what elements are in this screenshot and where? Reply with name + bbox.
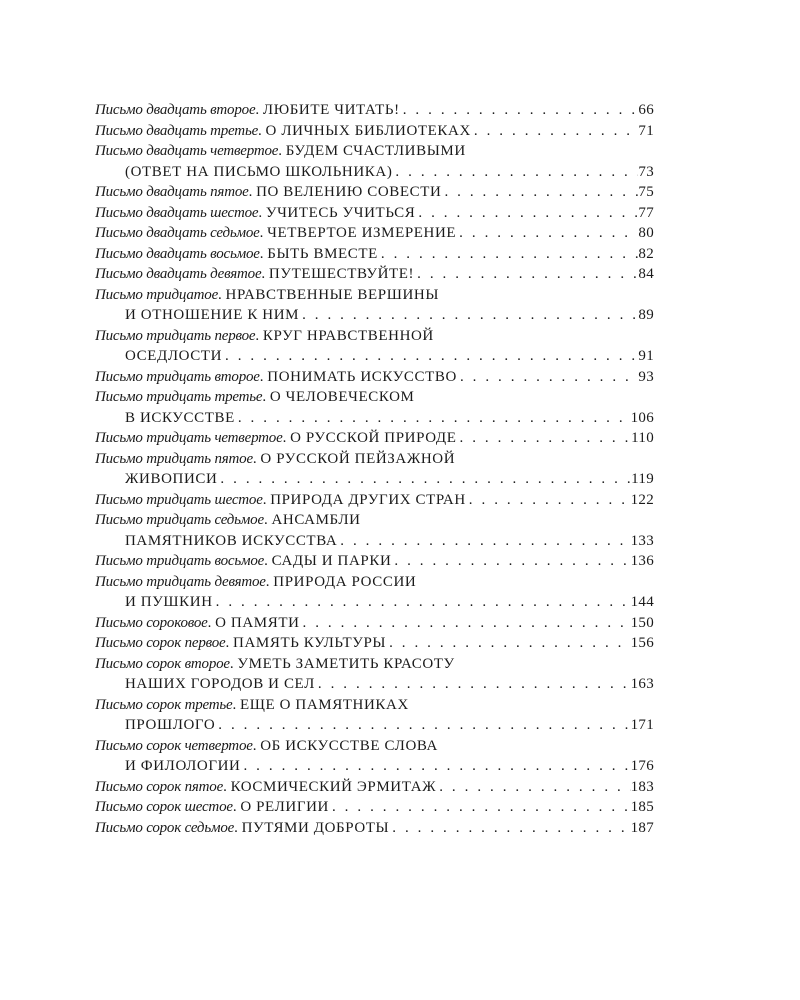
- toc-entry-label: Письмо сорок пятое. КОСМИЧЕСКИЙ ЭРМИТАЖ: [95, 778, 437, 795]
- letter-title: ПО ВЕЛЕНИЮ СОВЕСТИ: [256, 184, 442, 200]
- letter-title: НРАВСТВЕННЫЕ ВЕРШИНЫ: [225, 286, 440, 303]
- toc-entry-label: Письмо сороковое. О ПАМЯТИ: [95, 614, 300, 631]
- letter-number: Письмо тридцать третье: [95, 389, 263, 405]
- letter-title: НАШИХ ГОРОДОВ И СЕЛ: [125, 676, 315, 692]
- letter-title: В ИСКУССТВЕ: [125, 409, 235, 426]
- letter-title: И ПУШКИН: [125, 594, 213, 610]
- toc-entry-line: [95, 777, 654, 798]
- dot-leader: [436, 777, 630, 798]
- letter-title: ПАМЯТНИКОВ ИСКУССТВА: [125, 532, 338, 549]
- letter-title: ЕЩЕ О ПАМЯТНИКАХ: [240, 696, 409, 713]
- toc-entry-label: Письмо двадцать восьмое. БЫТЬ ВМЕСТЕ: [95, 245, 378, 262]
- letter-number: Письмо сорок третье: [95, 696, 233, 713]
- toc-entry-label: Письмо тридцать четвертое. О РУССКОЙ ПРИРОДЕ: [95, 430, 457, 446]
- page-number: 91: [638, 348, 654, 364]
- toc-entry-line: [95, 367, 654, 388]
- toc-entry[interactable]: [95, 777, 654, 798]
- toc-entry-line: [95, 285, 654, 306]
- letter-number: Письмо сороковое: [95, 614, 208, 631]
- page-number: 110: [631, 430, 654, 446]
- dot-leader: [299, 305, 638, 326]
- toc-entry-label: [125, 346, 222, 367]
- toc-entry-line: [95, 244, 654, 265]
- toc-entry-label: Письмо тридцать восьмое. САДЫ И ПАРКИ: [95, 553, 392, 569]
- letter-title: ПРОШЛОГО: [125, 717, 216, 733]
- dot-leader: [213, 592, 631, 613]
- toc-entry-label: Письмо сорок шестое. О РЕЛИГИИ: [95, 799, 329, 815]
- toc-entry-label: Письмо сорок седьмое. ПУТЯМИ ДОБРОТЫ: [95, 819, 390, 836]
- toc-entry-line: [95, 695, 654, 716]
- toc-entry[interactable]: [95, 285, 654, 326]
- toc-entry-line: [95, 736, 654, 757]
- page-number: 171: [630, 717, 654, 733]
- page-number: 77: [638, 204, 654, 221]
- letter-number: Письмо сорок второе: [95, 655, 230, 672]
- letter-number: Письмо тридцать второе: [95, 368, 260, 385]
- dot-leader: [386, 633, 631, 654]
- toc-entry-line: [95, 326, 654, 347]
- toc-entry-label: Письмо тридцать седьмое. АНСАМБЛИ: [95, 512, 361, 528]
- page-number: 122: [630, 491, 654, 508]
- letter-title: ПОНИМАТЬ ИСКУССТВО: [267, 368, 457, 385]
- page-number: 84: [638, 266, 654, 282]
- toc-entry-line: [95, 633, 654, 654]
- letter-title: БУДЕМ СЧАСТЛИВЫМИ: [285, 143, 466, 159]
- toc-entry-continuation: [95, 408, 654, 429]
- dot-leader: [300, 613, 631, 634]
- toc-entry-label: Письмо сорок первое. ПАМЯТЬ КУЛЬТУРЫ: [95, 635, 387, 651]
- toc-entry-line: [95, 141, 654, 162]
- toc-entry-label: Письмо тридцатое. НРАВСТВЕННЫЕ ВЕРШИНЫ: [95, 286, 440, 303]
- dot-leader: [215, 715, 630, 736]
- dot-leader: [466, 490, 631, 511]
- toc-entry-label: Письмо тридцать третье. О ЧЕЛОВЕЧЕСКОМ: [95, 389, 415, 405]
- dot-leader: [414, 264, 638, 285]
- toc-entry-continuation: [95, 592, 654, 613]
- toc-entry[interactable]: [95, 633, 654, 654]
- toc-entry[interactable]: [95, 121, 654, 142]
- letter-number: Письмо тридцать седьмое: [95, 512, 264, 528]
- page-number: 150: [630, 614, 654, 631]
- dot-leader: [315, 674, 631, 695]
- letter-title: ПРИРОДА РОССИИ: [273, 573, 417, 590]
- toc-entry-line: [95, 203, 654, 224]
- page-number: 144: [630, 594, 654, 610]
- letter-number: Письмо сорок седьмое: [95, 819, 235, 836]
- page-number: 183: [630, 778, 654, 795]
- letter-number: Письмо двадцать восьмое: [95, 245, 260, 262]
- letter-title: И ОТНОШЕНИЕ К НИМ: [125, 307, 300, 323]
- letter-number: Письмо сорок первое: [95, 635, 226, 651]
- letter-title: БЫТЬ ВМЕСТЕ: [267, 245, 378, 262]
- toc-entry[interactable]: [95, 449, 654, 490]
- table-of-contents: [95, 100, 654, 838]
- letter-number: Письмо сорок шестое: [95, 799, 233, 815]
- toc-entry-label: [125, 756, 240, 777]
- toc-entry[interactable]: [95, 264, 654, 285]
- toc-entry-label: [125, 162, 392, 183]
- page-number: 106: [630, 409, 654, 426]
- dot-leader: [337, 531, 630, 552]
- toc-entry-label: Письмо сорок второе. УМЕТЬ ЗАМЕТИТЬ КРАСОТУ: [95, 655, 455, 672]
- toc-entry-label: Письмо двадцать девятое. ПУТЕШЕСТВУЙТЕ!: [95, 266, 415, 282]
- letter-title: ПУТЯМИ ДОБРОТЫ: [241, 819, 390, 836]
- toc-entry-continuation: [95, 715, 654, 736]
- letter-title: КОСМИЧЕСКИЙ ЭРМИТАЖ: [230, 778, 437, 795]
- toc-entry-label: Письмо тридцать второе. ПОНИМАТЬ ИСКУССТВО: [95, 368, 457, 385]
- toc-entry-label: Письмо двадцать второе. ЛЮБИТЕ ЧИТАТЬ!: [95, 102, 400, 118]
- toc-entry-label: Письмо двадцать пятое. ПО ВЕЛЕНИЮ СОВЕСТИ: [95, 184, 442, 200]
- letter-title: О РУССКОЙ ПРИРОДЕ: [290, 430, 457, 446]
- toc-entry[interactable]: [95, 490, 654, 511]
- dot-leader: [378, 244, 638, 265]
- toc-entry-label: Письмо двадцать четвертое. БУДЕМ СЧАСТЛИВЫМИ: [95, 143, 466, 159]
- toc-entry-line: [95, 654, 654, 675]
- page-number: 71: [638, 122, 654, 139]
- letter-title: ОСЕДЛОСТИ: [125, 348, 223, 364]
- toc-entry-continuation: [95, 756, 654, 777]
- page-number: 133: [630, 532, 654, 549]
- dot-leader: [329, 797, 631, 818]
- toc-entry-label: [125, 305, 299, 326]
- dot-leader: [217, 469, 631, 490]
- letter-title: ПУТЕШЕСТВУЙТЕ!: [268, 266, 415, 282]
- dot-leader: [392, 162, 638, 183]
- toc-entry-label: Письмо двадцать шестое. УЧИТЕСЬ УЧИТЬСЯ: [95, 204, 416, 221]
- letter-number: Письмо тридцать шестое: [95, 491, 263, 508]
- toc-entry-line: [95, 387, 654, 408]
- dot-leader: [415, 203, 638, 224]
- toc-entry-line: [95, 613, 654, 634]
- toc-entry-continuation: [95, 305, 654, 326]
- toc-entry-line: [95, 428, 654, 449]
- letter-number: Письмо двадцать второе: [95, 102, 256, 118]
- toc-entry[interactable]: [95, 797, 654, 818]
- toc-entry[interactable]: [95, 387, 654, 428]
- letter-title: ПРИРОДА ДРУГИХ СТРАН: [270, 491, 466, 508]
- letter-title: УЧИТЕСЬ УЧИТЬСЯ: [265, 204, 416, 221]
- dot-leader: [471, 121, 639, 142]
- toc-entry[interactable]: [95, 818, 654, 839]
- letter-number: Письмо тридцать первое: [95, 327, 256, 344]
- toc-entry-label: [125, 715, 215, 736]
- letter-number: Письмо двадцать девятое: [95, 266, 262, 282]
- toc-entry-line: [95, 551, 654, 572]
- toc-entry-label: Письмо тридцать девятое. ПРИРОДА РОССИИ: [95, 573, 417, 590]
- toc-entry-line: [95, 572, 654, 593]
- toc-entry[interactable]: [95, 203, 654, 224]
- toc-entry[interactable]: [95, 223, 654, 244]
- dot-leader: [389, 818, 630, 839]
- page-number: 66: [638, 102, 654, 118]
- toc-entry[interactable]: [95, 551, 654, 572]
- toc-entry[interactable]: [95, 367, 654, 388]
- toc-entry-line: [95, 182, 654, 203]
- letter-title: О РУССКОЙ ПЕЙЗАЖНОЙ: [260, 450, 456, 467]
- dot-leader: [456, 223, 638, 244]
- letter-title: ЛЮБИТЕ ЧИТАТЬ!: [262, 102, 400, 118]
- toc-entry-continuation: [95, 346, 654, 367]
- letter-number: Письмо двадцать седьмое: [95, 225, 260, 241]
- toc-entry[interactable]: [95, 244, 654, 265]
- toc-entry-line: [95, 100, 654, 121]
- page-number: 156: [630, 635, 654, 651]
- page-number: 176: [630, 758, 654, 774]
- letter-title: АНСАМБЛИ: [271, 512, 361, 528]
- dot-leader: [240, 756, 630, 777]
- letter-number: Письмо двадцать шестое: [95, 204, 259, 221]
- toc-entry-line: [95, 490, 654, 511]
- toc-entry-label: Письмо двадцать седьмое. ЧЕТВЕРТОЕ ИЗМЕРЕНИЕ: [95, 225, 457, 241]
- toc-entry[interactable]: [95, 326, 654, 367]
- letter-number: Письмо двадцать третье: [95, 122, 259, 139]
- toc-entry[interactable]: [95, 695, 654, 736]
- toc-entry-label: [125, 469, 217, 490]
- letter-title: УМЕТЬ ЗАМЕТИТЬ КРАСОТУ: [237, 655, 455, 672]
- dot-leader: [441, 182, 638, 203]
- dot-leader: [235, 408, 631, 429]
- toc-entry[interactable]: [95, 182, 654, 203]
- letter-title: (ОТВЕТ НА ПИСЬМО ШКОЛЬНИКА): [125, 163, 393, 180]
- toc-entry-label: [125, 408, 235, 429]
- toc-entry-label: Письмо тридцать шестое. ПРИРОДА ДРУГИХ СТРАН: [95, 491, 466, 508]
- toc-entry-line: [95, 121, 654, 142]
- toc-entry-continuation: [95, 531, 654, 552]
- letter-number: Письмо сорок пятое: [95, 778, 224, 795]
- toc-entry[interactable]: [95, 510, 654, 551]
- letter-number: Письмо тридцать девятое: [95, 573, 266, 590]
- dot-leader: [457, 428, 632, 449]
- page-number: 185: [630, 799, 654, 815]
- toc-entry-label: [125, 592, 213, 613]
- toc-entry-continuation: [95, 469, 654, 490]
- dot-leader: [457, 367, 638, 388]
- letter-number: Письмо сорок четвертое: [95, 737, 253, 754]
- toc-entry-label: [125, 531, 337, 552]
- letter-title: О ЧЕЛОВЕЧЕСКОМ: [269, 389, 415, 405]
- toc-entry-line: [95, 223, 654, 244]
- dot-leader: [400, 100, 639, 121]
- letter-number: Письмо тридцать четвертое: [95, 430, 283, 446]
- page-number: 80: [638, 225, 654, 241]
- toc-entry-continuation: [95, 162, 654, 183]
- toc-entry[interactable]: [95, 613, 654, 634]
- letter-title: О ПАМЯТИ: [215, 614, 300, 631]
- toc-entry-line: [95, 449, 654, 470]
- dot-leader: [222, 346, 638, 367]
- page-number: 136: [630, 553, 654, 569]
- letter-number: Письмо двадцать четвертое: [95, 143, 279, 159]
- page-number: 82: [638, 245, 654, 262]
- page-number: 93: [638, 368, 654, 385]
- toc-entry[interactable]: [95, 654, 654, 695]
- page-number: 75: [638, 184, 654, 200]
- toc-entry-label: Письмо тридцать первое. КРУГ НРАВСТВЕННОЙ: [95, 327, 434, 344]
- page-number: 73: [638, 163, 654, 180]
- letter-number: Письмо тридцатое: [95, 286, 219, 303]
- toc-entry-label: Письмо тридцать пятое. О РУССКОЙ ПЕЙЗАЖНОЙ: [95, 450, 456, 467]
- letter-title: КРУГ НРАВСТВЕННОЙ: [262, 327, 434, 344]
- toc-entry[interactable]: [95, 141, 654, 182]
- toc-entry-line: [95, 264, 654, 285]
- toc-entry-label: Письмо двадцать третье. О ЛИЧНЫХ БИБЛИОТЕКАХ: [95, 122, 471, 139]
- dot-leader: [391, 551, 630, 572]
- toc-entry-line: [95, 818, 654, 839]
- letter-number: Письмо двадцать пятое: [95, 184, 249, 200]
- letter-title: И ФИЛОЛОГИИ: [125, 758, 241, 774]
- letter-number: Письмо тридцать восьмое: [95, 553, 265, 569]
- letter-title: О ЛИЧНЫХ БИБЛИОТЕКАХ: [265, 122, 471, 139]
- letter-title: САДЫ И ПАРКИ: [271, 553, 392, 569]
- toc-entry-line: [95, 797, 654, 818]
- page-number: 119: [631, 471, 654, 487]
- toc-entry-label: Письмо сорок четвертое. ОБ ИСКУССТВЕ СЛОВА: [95, 737, 438, 754]
- toc-entry[interactable]: [95, 100, 654, 121]
- letter-title: ПАМЯТЬ КУЛЬТУРЫ: [233, 635, 387, 651]
- toc-entry-line: [95, 510, 654, 531]
- toc-entry-continuation: [95, 674, 654, 695]
- page-number: 163: [630, 676, 654, 692]
- page-number: 89: [638, 307, 654, 323]
- letter-title: ЖИВОПИСИ: [125, 471, 218, 487]
- toc-entry-label: Письмо сорок третье. ЕЩЕ О ПАМЯТНИКАХ: [95, 696, 409, 713]
- letter-title: ЧЕТВЕРТОЕ ИЗМЕРЕНИЕ: [267, 225, 457, 241]
- toc-entry[interactable]: [95, 428, 654, 449]
- letter-number: Письмо тридцать пятое: [95, 450, 253, 467]
- toc-entry-label: [125, 674, 315, 695]
- toc-entry[interactable]: [95, 572, 654, 613]
- letter-title: О РЕЛИГИИ: [240, 799, 329, 815]
- toc-entry[interactable]: [95, 736, 654, 777]
- letter-title: ОБ ИСКУССТВЕ СЛОВА: [260, 737, 438, 754]
- page-number: 187: [630, 819, 654, 836]
